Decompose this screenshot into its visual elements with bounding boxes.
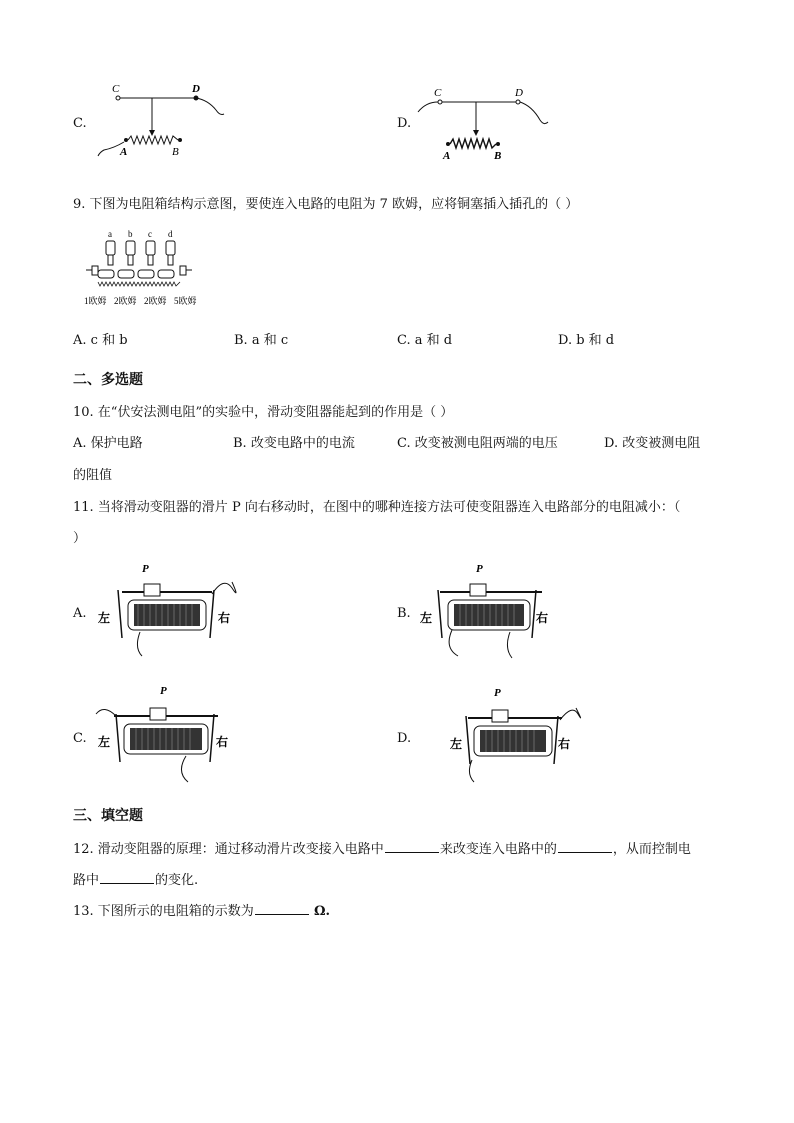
q11-option-c-figure <box>94 684 244 784</box>
q12-text-5: 的变化. <box>155 873 199 888</box>
left-label: 左 <box>450 737 463 751</box>
q13-line <box>73 900 330 919</box>
label-a: A <box>443 150 451 162</box>
q10-stem: 10. 在“伏安法测电阻”的实验中，滑动变阻器能起到的作用是（ ） <box>73 405 454 420</box>
q9-resistance-box-figure <box>84 226 214 310</box>
q9-option-a[interactable]: A. c 和 b <box>73 333 128 348</box>
label-b: B <box>494 150 502 162</box>
label-a: A <box>120 146 128 158</box>
q10-option-b[interactable]: B. 改变电路中的电流 <box>233 436 355 451</box>
q12-line2 <box>73 869 198 888</box>
plug-label-d: d <box>168 229 173 239</box>
plug-label-b: b <box>128 229 133 239</box>
q9-option-c[interactable]: C. a 和 d <box>397 333 453 348</box>
q10-option-d-continued: 的阻值 <box>73 468 113 483</box>
q13-unit: Ω. <box>313 904 331 919</box>
label-d: D <box>192 83 200 95</box>
q12-text-1: 12. 滑动变阻器的原理：通过移动滑片改变接入电路中 <box>73 842 384 857</box>
left-label: 左 <box>420 611 433 625</box>
q12-line1 <box>73 838 691 857</box>
right-label: 右 <box>536 611 549 625</box>
plug-label-c: c <box>148 229 152 239</box>
q9-stem: 9. 下图为电阻箱结构示意图，要使连入电路的电阻为 7 欧姆，应将铜塞插入插孔的（ ） <box>73 197 579 212</box>
q9-option-b[interactable]: B. a 和 c <box>234 333 289 348</box>
q12-blank-3[interactable] <box>100 872 154 884</box>
slider-label-p: P <box>160 685 167 697</box>
q8-option-c-label[interactable]: C. <box>73 116 87 131</box>
section-heading-multiple-choice: 二、多选题 <box>73 372 143 388</box>
q8-option-d-label[interactable]: D. <box>397 116 412 131</box>
q10-option-c[interactable]: C. 改变被测电阻两端的电压 <box>397 436 558 451</box>
q12-text-2: 来改变连入电路中的 <box>439 842 557 857</box>
label-c: C <box>112 83 120 95</box>
right-label: 右 <box>216 735 229 749</box>
q11-option-d-label[interactable]: D. <box>397 731 412 746</box>
slider-label-p: P <box>476 563 483 575</box>
q13-blank[interactable] <box>255 903 309 915</box>
label-b: B <box>172 146 179 158</box>
slider-label-p: P <box>142 563 149 575</box>
q11-option-c-label[interactable]: C. <box>73 731 87 746</box>
slider-label-p: P <box>494 687 501 699</box>
q12-text-4: 路中 <box>73 873 100 888</box>
right-label: 右 <box>558 737 571 751</box>
res-label-1: 1欧姆 <box>84 296 107 306</box>
res-label-2: 2欧姆 <box>114 296 137 306</box>
q11-stem-line2: ） <box>73 531 87 546</box>
q11-option-b-figure <box>418 560 568 660</box>
q8-option-d-figure <box>412 80 562 165</box>
q10-option-a[interactable]: A. 保护电路 <box>73 436 143 451</box>
q11-option-a-label[interactable]: A. <box>73 606 87 621</box>
res-label-4: 5欧姆 <box>174 296 197 306</box>
q11-option-a-figure <box>94 560 244 660</box>
q13-text: 13. 下图所示的电阻箱的示数为 <box>73 904 254 919</box>
q9-option-d[interactable]: D. b 和 d <box>558 333 615 348</box>
q11-stem-line1: 11. 当将滑动变阻器的滑片 P 向右移动时，在图中的哪种连接方法可使变阻器连入电路部分的电阻减小：（ <box>73 500 681 515</box>
label-c: C <box>434 87 442 99</box>
right-label: 右 <box>218 611 231 625</box>
q11-option-b-label[interactable]: B. <box>397 606 411 621</box>
q12-text-3: ，从而控制电 <box>612 842 691 857</box>
label-d: D <box>515 87 523 99</box>
left-label: 左 <box>98 611 111 625</box>
q10-option-d[interactable]: D. 改变被测电阻 <box>604 436 701 451</box>
plug-label-a: a <box>108 229 112 239</box>
q12-blank-1[interactable] <box>385 841 439 853</box>
q8-option-c-figure <box>90 78 240 163</box>
res-label-3: 2欧姆 <box>144 296 167 306</box>
q11-option-d-figure <box>444 684 594 784</box>
left-label: 左 <box>98 735 111 749</box>
q12-blank-2[interactable] <box>558 841 612 853</box>
section-heading-fill-in-blank: 三、填空题 <box>73 808 143 824</box>
